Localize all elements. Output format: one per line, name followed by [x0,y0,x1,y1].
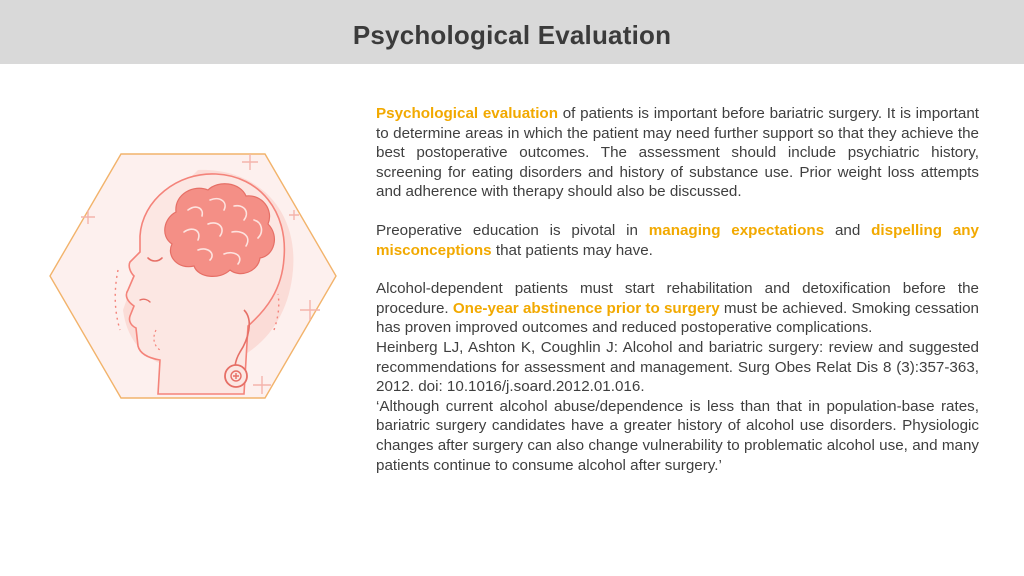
paragraph3-post: must be achieved. Smoking cessation has proven improved outcomes and reduced postoperative complications. [376,299,979,337]
head-profile-brain-icon [48,150,338,402]
highlight-abstinence: One-year abstinence prior to surgery [452,299,720,317]
paragraph-alcohol-dependence [376,279,979,338]
highlight-managing-expectations: managing expectations [648,221,825,239]
paragraph-psych-evaluation [376,104,979,202]
paragraph2-post: that patients may have. [491,241,653,259]
highlight-dispelling-misconceptions: dispelling any misconceptions [376,221,979,259]
paragraph1-text: of patients is important before bariatric surgery. It is important to determine areas in which the patient may need further support so that they achieve the best postoperative outcomes. The assessment should include psychiatric history, screening for eating disorders and history of substance use. Prior weight loss attempts and adherence with therapy should also be discussed. [376,105,979,201]
highlight-psych-evaluation: Psychological evaluation [376,105,558,122]
page-title: Psychological Evaluation [352,19,672,50]
reference-citation: Heinberg LJ, Ashton K, Coughlin J: Alcohol and bariatric surgery: review and suggested recommendations for assessment and management. Surg Obes Relat Dis 8 (3):357-363, 2012. doi: 10.1016/j.soard.2012.01.016. [376,338,979,396]
title-bar [0,0,1024,64]
paragraph3-pre: Alcohol-dependent patients must start rehabilitation and detoxification before the procedure. [376,280,979,317]
paragraph2-mid: and [824,221,872,239]
quote-text: ‘Although current alcohol abuse/dependence is less than that in population-base rates, bariatric surgery candidates have a greater history of alcohol use disorders. Physiologic changes after surgery can also change vulnerability to problematic alcohol use, and many patients continue to consume alcohol after surgery.’ [376,397,979,474]
body-text [376,104,979,475]
paragraph-preoperative-education [376,221,979,260]
paragraph2-pre: Preoperative education is pivotal in [376,221,649,239]
